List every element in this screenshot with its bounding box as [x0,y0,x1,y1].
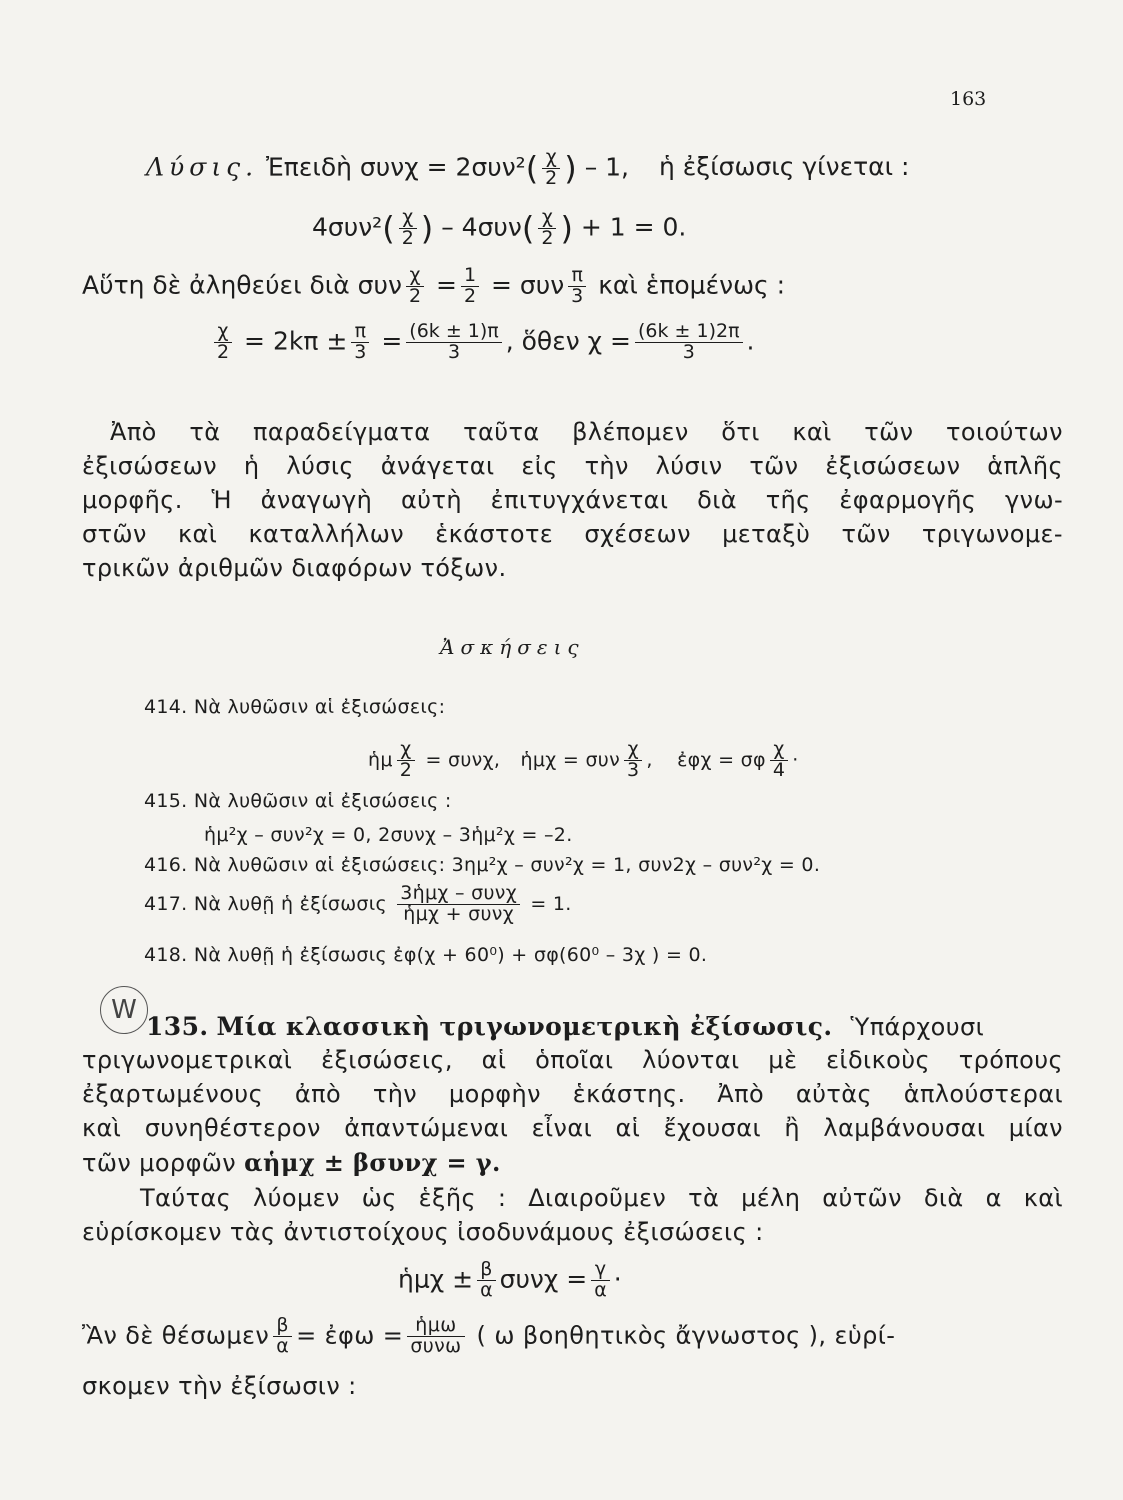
solution-line-1: Λύσις. Ἐπειδὴ συνχ = 2συν²( $\frac{\chi}{2}$ ) – 1, ἡ ἐξίσωσις γίνεται : [146,146,910,189]
exercise-418: 418. Νὰ λυθῇ ἡ ἐξίσωσις ἐφ(χ + 60⁰) + σφ(60⁰ – 3χ ) = 0. [144,944,708,966]
paragraph-line-5: τρικῶν ἀριθμῶν διαφόρων τόξων. [82,554,507,582]
section-line-8: Ἂν δὲ θέσωμεν $\frac{\beta}{\alpha}$ = ἐφω = $\frac{\text{ἡμω}}{\text{συνω}}$ ( ω βοηθητικὸς ἄγνωστος ), εὑρί- [82,1314,896,1357]
solution-text-1: Ἐπειδὴ συνχ = 2συν² [266,152,526,182]
exercise-416: 416. Νὰ λυθῶσιν αἱ ἐξισώσεις: 3ημ²χ – συν²χ = 1, συν2χ – συν²χ = 0. [144,854,821,876]
exercise-414: 414. Νὰ λυθῶσιν αἱ ἐξισώσεις: [144,696,446,718]
solution-label: Λύσις. [146,152,259,182]
equation-2: $\frac{\chi}{2}$ = 2kπ ± $\frac{\pi}{3}$ = $\frac{(6k \pm 1)\pi}{3}$ , ὅθεν χ = $\frac{(6k \pm 1)2\pi}{3}$ . [210,322,754,363]
section-equation: ἡμχ ± $\frac{\beta}{\alpha}$ συνχ = $\frac{\gamma}{\alpha}$ · [398,1258,622,1301]
section-line-9: σκομεν τὴν ἐξίσωσιν : [82,1372,357,1400]
exercise-415: 415. Νὰ λυθῶσιν αἱ ἐξισώσεις : [144,790,452,812]
equation-1: 4συν²( $\frac{\chi}{2}$ ) – 4συν( $\frac{\chi}{2}$ ) + 1 = 0. [312,206,687,249]
paragraph-line-2: ἐξισώσεων ἡ λύσις ἀνάγεται εἰς τὴν λύσιν τῶν ἐξισώσεων ἁπλῆς [82,452,1063,480]
fraction-x-over-2: $\frac{\chi}{2}$ [542,148,560,189]
exercise-415-equations: ἡμ²χ – συν²χ = 0, 2συνχ – 3ἡμ²χ = –2. [204,824,573,846]
solution-text-1-mid: – 1, [584,152,630,182]
eq1-part-b: – 4συν [441,212,522,242]
eq1-part-c: + 1 = 0. [580,212,687,242]
solution-line-3: Αὕτη δὲ ἀληθεύει διὰ συν $\frac{\chi}{2}$ = $\frac{1}{2}$ = συν $\frac{\pi}{3}$ καὶ ἑπομένως : [82,264,786,307]
section-line-4: καὶ συνηθέστερον ἀπαντώμεναι εἶναι αἱ ἔχουσαι ἢ λαμβάνουσαι μίαν [82,1114,1063,1142]
paragraph-line-1: Ἀπὸ τὰ παραδείγματα ταῦτα βλέπομεν ὅτι καὶ τῶν τοιούτων [110,418,1063,446]
section-line-3: ἐξαρτωμένους ἀπὸ τὴν μορφὴν ἑκάστης. Ἀπὸ αὐτὰς ἁπλούστεραι [82,1080,1063,1108]
paragraph-line-3: μορφῆς. Ἡ ἀναγωγὴ αὐτὴ ἐπιτυγχάνεται διὰ τῆς ἐφαρμογῆς γνω- [82,486,1063,514]
section-line-2: τριγωνομετρικαὶ ἐξισώσεις, αἱ ὁποῖαι λύονται μὲ εἰδικοὺς τρόπους [82,1046,1063,1074]
section-line-5: τῶν μορφῶν αἡμχ ± βσυνχ = γ. [82,1148,501,1177]
exercises-heading: Ἀσκήσεις [440,635,585,659]
handwritten-margin-mark: W [100,986,148,1034]
exercise-417: 417. Νὰ λυθῇ ἡ ἐξίσωσις $\frac{\text{3ἡμχ – συνχ}}{\text{ἡμχ + συνχ}}$ = 1. [144,882,572,925]
solution-text-1-end: ἡ ἐξίσωσις γίνεται : [658,152,910,182]
section-line-6: Ταύτας λύομεν ὡς ἑξῆς : Διαιροῦμεν τὰ μέλη αὐτῶν διὰ α καὶ [140,1184,1063,1212]
exercise-414-equations: ἡμ $\frac{\chi}{2}$ = συνχ, ἡμχ = συν $\frac{\chi}{3}$ , ἐφχ = σφ $\frac{\chi}{4}$ · [368,738,799,781]
page-number: 163 [950,88,987,110]
eq1-part-a: 4συν² [312,212,383,242]
section-line-7: εὑρίσκομεν τὰς ἀντιστοίχους ἰσοδυνάμους ἐξισώσεις : [82,1218,764,1246]
section-135-heading: 135. Μία κλασσικὴ τριγωνομετρικὴ ἐξίσωσις. Ὑπάρχουσι [146,1012,985,1041]
paragraph-line-4: στῶν καὶ καταλλήλων ἑκάστοτε σχέσεων μεταξὺ τῶν τριγωνομε- [82,520,1063,548]
